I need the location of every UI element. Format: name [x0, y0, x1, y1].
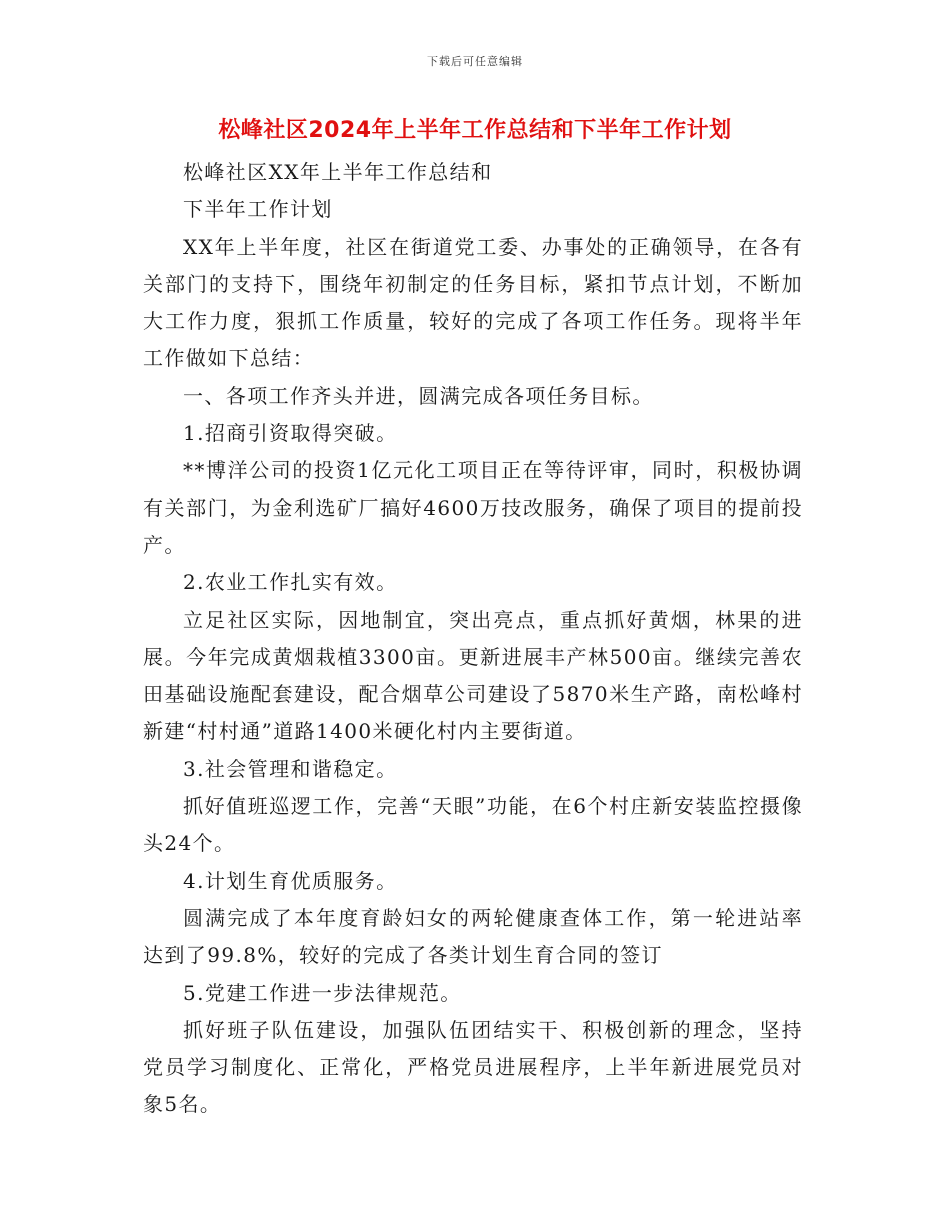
document-title: 松峰社区2024年上半年工作总结和下半年工作计划 — [218, 118, 732, 143]
intro-paragraph: XX年上半年度，社区在街道党工委、办事处的正确领导，在各有关部门的支持下，围绕年初制定的任务目标，紧扣节点计划，不断加大工作力度，狠抓工作质量，较好的完成了各项工作任务。现将半年工作做如下总结： — [143, 234, 803, 371]
document-body — [143, 154, 803, 1124]
paragraph-party-building: 抓好班子队伍建设，加强队伍团结实干、积极创新的理念，坚持党员学习制度化、正常化，严格党员进展程序，上半年新进展党员对象5名。 — [143, 1017, 803, 1117]
item-heading-agriculture: 2.农业工作扎实有效。 — [183, 570, 398, 595]
paragraph-family-planning: 圆满完成了本年度育龄妇女的两轮健康查体工作，第一轮进站率达到了99.8%，较好的完成了各类计划生育合同的签订 — [143, 905, 803, 968]
section-heading-1: 一、各项工作齐头并进，圆满完成各项任务目标。 — [183, 383, 654, 408]
item-heading-party-building: 5.党建工作进一步法律规范。 — [183, 980, 462, 1005]
subtitle-line-2: 下半年工作计划 — [183, 197, 333, 222]
item-heading-family-planning: 4.计划生育优质服务。 — [183, 868, 398, 893]
paragraph-social-management: 抓好值班巡逻工作，完善“天眼”功能，在6个村庄新安装监控摄像头24个。 — [143, 794, 803, 856]
item-heading-investment: 1.招商引资取得突破。 — [183, 421, 398, 446]
paragraph-investment: **博洋公司的投资1亿元化工项目正在等待评审，同时，积极协调有关部门，为金利选矿厂搞好4600万技改服务，确保了项目的提前投产。 — [143, 458, 803, 557]
paragraph-agriculture: 立足社区实际，因地制宜，突出亮点，重点抓好黄烟，林果的进展。今年完成黄烟栽植3300亩。更新进展丰产林500亩。继续完善农田基础设施配套建设，配合烟草公司建设了5870米生产路，南松峰村新建“村村通”道路1400米硬化村内主要街道。 — [143, 607, 803, 744]
subtitle-line-1: 松峰社区XX年上半年工作总结和 — [183, 160, 493, 184]
item-heading-social-management: 3.社会管理和谐稳定。 — [183, 756, 398, 781]
page-header-note: 下载后可任意编辑 — [427, 55, 523, 68]
